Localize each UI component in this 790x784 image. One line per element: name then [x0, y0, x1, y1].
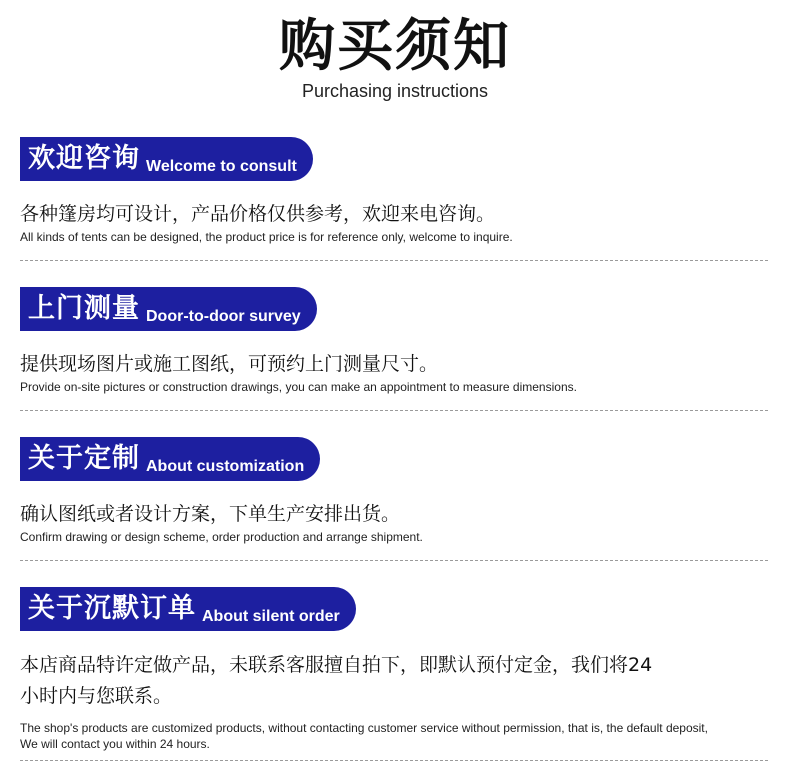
section-divider	[20, 760, 768, 761]
section-header-about-silent-order	[20, 587, 356, 631]
section-title-en: About customization	[146, 458, 305, 475]
section-text-en: Provide on-site pictures or construction drawings, you can make an appointment to measure dimensions.	[20, 380, 577, 394]
section-text-zh-line-1: 本店商品特许定做产品，未联系客服擅自拍下，即默认预付定金，我们将24	[20, 654, 653, 676]
section-title-zh: 关于定制	[28, 443, 140, 474]
section-title-zh: 上门测量	[28, 293, 140, 324]
section-text-zh: 各种篷房均可设计，产品价格仅供参考，欢迎来电咨询。	[20, 203, 496, 225]
section-header-welcome-consult	[20, 137, 313, 181]
section-title-en: Door-to-door survey	[146, 308, 301, 325]
section-text-en: Confirm drawing or design scheme, order production and arrange shipment.	[20, 530, 423, 544]
section-about-silent-order	[20, 587, 768, 777]
section-divider	[20, 560, 768, 561]
page-title: 购买须知	[279, 14, 511, 79]
page-subtitle: Purchasing instructions	[301, 81, 489, 101]
section-text-zh-line-2: 小时内与您联系。	[20, 685, 173, 707]
section-title-zh: 欢迎咨询	[28, 143, 140, 174]
section-divider	[20, 410, 768, 411]
section-text-zh: 确认图纸或者设计方案，下单生产安排出货。	[20, 503, 401, 525]
section-title-zh: 关于沉默订单	[28, 593, 196, 624]
section-divider	[20, 260, 768, 261]
section-door-to-door-survey	[20, 287, 768, 413]
section-title-en: About silent order	[202, 608, 340, 625]
section-text-en-line-2: We will contact you within 24 hours.	[20, 737, 210, 751]
section-header-door-to-door-survey	[20, 287, 317, 331]
section-about-customization	[20, 437, 768, 563]
section-text-en: All kinds of tents can be designed, the product price is for reference only, welcome to inquire.	[20, 230, 513, 244]
section-text-zh: 提供现场图片或施工图纸，可预约上门测量尺寸。	[20, 353, 439, 375]
section-text-en-line-1: The shop's products are customized products, without contacting customer service without permission, that is, the default deposit,	[20, 721, 708, 735]
section-header-about-customization	[20, 437, 320, 481]
section-welcome-consult	[20, 137, 768, 263]
section-title-en: Welcome to consult	[146, 158, 297, 175]
